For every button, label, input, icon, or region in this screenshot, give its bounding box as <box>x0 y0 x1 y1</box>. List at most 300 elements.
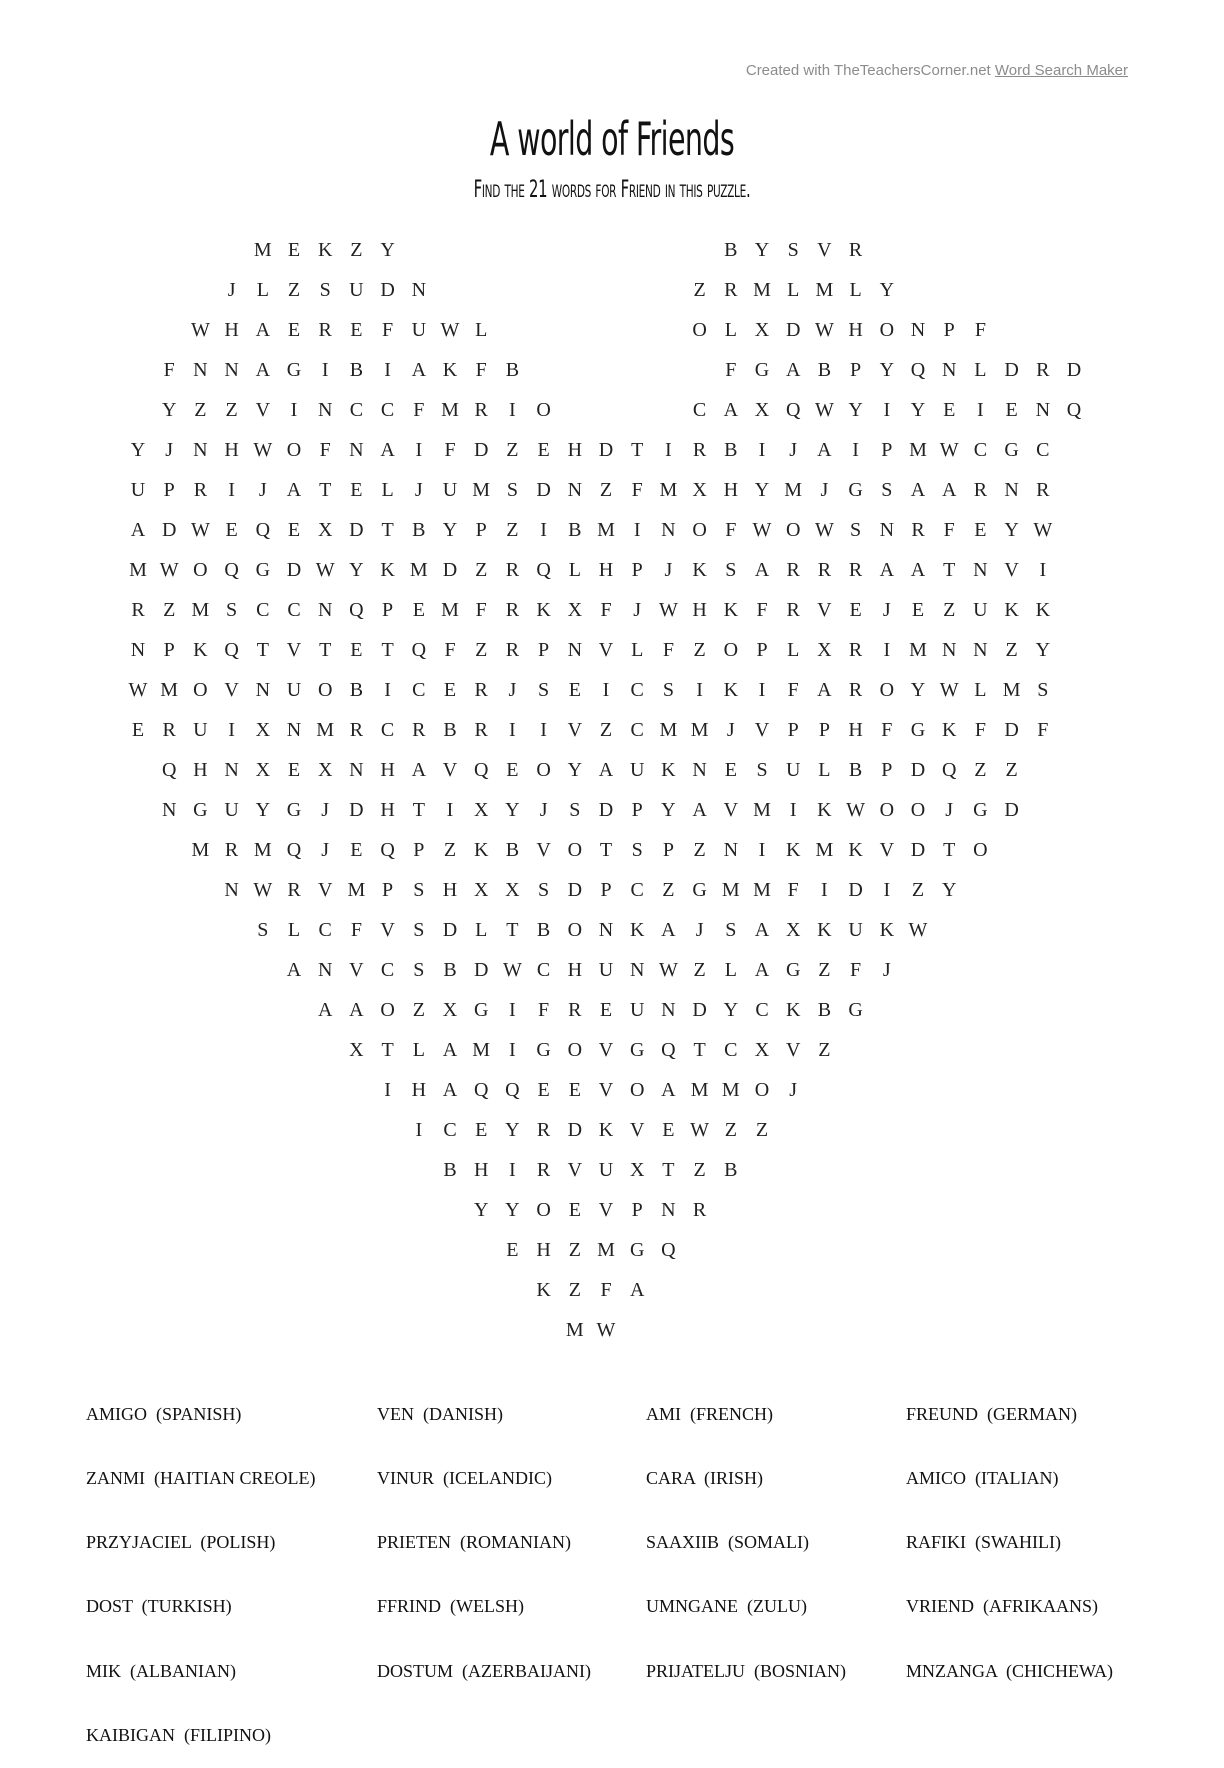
grid-letter: A <box>629 1279 645 1301</box>
grid-letter: M <box>191 839 210 861</box>
grid-letter: K <box>598 1119 614 1141</box>
grid-letter: E <box>443 679 457 701</box>
grid-letter: V <box>567 1159 583 1181</box>
grid-letter: R <box>786 559 800 581</box>
grid-letter: A <box>598 759 614 781</box>
grid-letter: C <box>724 1039 738 1061</box>
grid-letter: K <box>723 599 739 621</box>
grid-letter: L <box>631 639 644 661</box>
grid-letter: B <box>349 359 364 381</box>
grid-letter: V <box>255 399 271 421</box>
grid-letter: Z <box>1005 639 1018 661</box>
grid-letter: R <box>474 399 488 421</box>
grid-letter: J <box>258 479 267 501</box>
grid-letter: U <box>629 999 645 1021</box>
grid-letter: H <box>598 559 614 581</box>
grid-letter: E <box>475 1119 488 1141</box>
grid-letter: F <box>444 639 456 661</box>
grid-letter: P <box>538 639 550 661</box>
grid-letter: F <box>974 319 986 341</box>
grid-letter: P <box>881 439 893 461</box>
grid-letter: D <box>349 519 364 541</box>
grid-letter: Z <box>1005 759 1018 781</box>
grid-letter: Z <box>693 639 706 661</box>
grid-letter: D <box>598 439 614 461</box>
grid-letter: J <box>664 559 673 581</box>
word-list-item: FFRIND (WELSH) <box>377 1596 524 1617</box>
word-search-maker-link[interactable]: Word Search Maker <box>994 62 1128 79</box>
grid-letter: I <box>696 679 703 701</box>
grid-letter: Y <box>473 1199 489 1221</box>
grid-letter: I <box>540 719 547 741</box>
grid-letter: K <box>1004 599 1019 621</box>
grid-letter: N <box>317 599 333 621</box>
grid-letter: E <box>724 759 737 781</box>
grid-letter: E <box>225 519 238 541</box>
grid-letter: J <box>165 439 174 461</box>
grid-letter: F <box>319 439 331 461</box>
grid-letter: I <box>415 1119 423 1141</box>
grid-letter: Q <box>941 759 957 781</box>
grid-letter: Y <box>754 239 770 261</box>
grid-letter: D <box>286 559 302 581</box>
grid-letter: O <box>567 839 583 861</box>
grid-letter: E <box>537 439 550 461</box>
grid-letter: S <box>725 919 737 941</box>
grid-letter: M <box>441 399 459 421</box>
grid-letter: V <box>349 959 364 981</box>
grid-letter: N <box>161 799 177 821</box>
grid-letter: F <box>943 519 955 541</box>
grid-letter: Y <box>349 559 364 581</box>
grid-letter: V <box>442 759 458 781</box>
grid-letter: A <box>442 1079 458 1101</box>
grid-letter: W <box>253 879 273 901</box>
grid-letter: R <box>1036 479 1050 501</box>
word-list-item: CARA (IRISH) <box>646 1468 764 1489</box>
grid-letter: U <box>973 599 988 621</box>
grid-letter: T <box>631 439 644 461</box>
grid-letter: A <box>661 1079 676 1101</box>
grid-letter: V <box>817 239 832 261</box>
grid-letter: R <box>412 719 426 741</box>
grid-letter: J <box>321 839 330 861</box>
grid-letter: S <box>506 479 518 501</box>
grid-letter: D <box>910 759 926 781</box>
grid-letter: M <box>472 479 491 501</box>
grid-letter: M <box>597 519 615 541</box>
word-list-item: UMNGANE (ZULU) <box>646 1596 807 1617</box>
grid-letter: O <box>973 839 988 861</box>
grid-letter: S <box>413 879 425 901</box>
grid-letter: K <box>817 919 832 941</box>
grid-letter: E <box>287 319 301 341</box>
grid-letter: J <box>820 479 829 501</box>
grid-letter: N <box>224 879 239 901</box>
grid-letter: N <box>661 999 676 1021</box>
grid-letter: U <box>349 279 364 301</box>
grid-letter: D <box>910 839 926 861</box>
grid-letter: W <box>190 519 210 541</box>
grid-letter: H <box>848 719 863 741</box>
grid-letter: L <box>475 919 488 941</box>
grid-letter: J <box>508 679 517 701</box>
grid-letter: I <box>758 439 766 461</box>
grid-letter: I <box>883 399 891 421</box>
grid-letter: T <box>381 519 394 541</box>
grid-letter: F <box>538 999 550 1021</box>
grid-letter: Q <box>380 839 395 861</box>
grid-letter: N <box>567 639 583 661</box>
grid-letter: Z <box>693 959 706 981</box>
grid-letter: N <box>255 679 271 701</box>
grid-letter: P <box>163 639 175 661</box>
grid-letter: D <box>161 519 177 541</box>
grid-letter: K <box>193 639 208 661</box>
grid-letter: E <box>568 1079 581 1101</box>
grid-letter: X <box>754 1039 770 1061</box>
word-list-item: ZANMI (HAITIAN CREOLE) <box>86 1468 316 1489</box>
grid-letter: O <box>567 919 583 941</box>
word-list-item: SAAXIIB (SOMALI) <box>646 1532 809 1553</box>
grid-letter: K <box>380 559 395 581</box>
grid-letter: Q <box>411 639 427 661</box>
grid-letter: V <box>286 639 302 661</box>
grid-letter: Y <box>941 879 957 901</box>
grid-letter: R <box>568 999 582 1021</box>
grid-letter: T <box>381 1039 394 1061</box>
grid-letter: Y <box>130 439 146 461</box>
grid-letter: I <box>228 479 235 501</box>
grid-letter: O <box>879 679 895 701</box>
grid-letter: K <box>473 839 489 861</box>
grid-letter: R <box>349 719 364 741</box>
word-list-item: MNZANGA (CHICHEWA) <box>906 1660 1113 1681</box>
grid-letter: F <box>444 439 456 461</box>
grid-letter: Y <box>754 479 770 501</box>
grid-letter: E <box>662 1119 675 1141</box>
grid-letter: U <box>848 919 863 941</box>
grid-letter: U <box>286 679 302 701</box>
grid-letter: Z <box>818 959 831 981</box>
grid-letter: W <box>690 1119 710 1141</box>
grid-letter: P <box>382 599 394 621</box>
grid-letter: Y <box>879 279 895 301</box>
grid-letter: S <box>881 479 893 501</box>
grid-letter: S <box>569 799 581 821</box>
grid-letter: G <box>910 719 926 741</box>
grid-letter: F <box>881 719 893 741</box>
grid-letter: Z <box>568 1239 581 1261</box>
grid-letter: Y <box>1004 519 1019 541</box>
grid-letter: B <box>817 999 832 1021</box>
grid-letter: K <box>1035 599 1051 621</box>
grid-letter: V <box>224 679 239 701</box>
grid-letter: G <box>754 359 770 381</box>
grid-letter: Q <box>473 759 489 781</box>
grid-letter: Q <box>224 559 239 581</box>
grid-letter: N <box>317 959 333 981</box>
word-list-item: AMICO (ITALIAN) <box>906 1468 1059 1489</box>
grid-letter: I <box>321 359 329 381</box>
grid-letter: V <box>754 719 770 741</box>
grid-letter: K <box>442 359 458 381</box>
grid-letter: I <box>509 1159 516 1181</box>
grid-letter: H <box>723 479 739 501</box>
grid-letter: S <box>756 759 768 781</box>
grid-letter: Q <box>255 519 271 541</box>
grid-letter: N <box>224 759 239 781</box>
grid-letter: V <box>598 1079 614 1101</box>
grid-letter: E <box>943 399 956 421</box>
grid-letter: K <box>879 919 895 941</box>
grid-letter: A <box>817 679 832 701</box>
grid-letter: F <box>600 599 612 621</box>
grid-letter: G <box>536 1039 551 1061</box>
grid-letter: J <box>789 1079 798 1101</box>
grid-letter: W <box>814 399 834 421</box>
grid-letter: V <box>1004 559 1019 581</box>
grid-letter: J <box>227 279 236 301</box>
grid-letter: E <box>568 679 581 701</box>
word-list-item: AMI (FRENCH) <box>646 1403 774 1424</box>
grid-letter: E <box>287 519 301 541</box>
grid-letter: Z <box>599 719 613 741</box>
grid-letter: O <box>286 439 302 461</box>
grid-letter: Q <box>505 1079 520 1101</box>
grid-letter: N <box>941 639 957 661</box>
grid-letter: G <box>692 879 707 901</box>
grid-letter: I <box>665 439 672 461</box>
grid-letter: F <box>600 1279 612 1301</box>
page-subtitle: Find the 21 words for Friend in this puzzle. <box>473 175 751 203</box>
grid-letter: G <box>973 799 988 821</box>
grid-letter: H <box>536 1239 551 1261</box>
grid-letter: W <box>1033 519 1053 541</box>
grid-letter: W <box>315 559 335 581</box>
word-list-item: VINUR (ICELANDIC) <box>377 1468 552 1489</box>
grid-letter: P <box>881 759 893 781</box>
grid-letter: W <box>440 319 460 341</box>
grid-letter: N <box>973 639 988 661</box>
grid-letter: X <box>442 999 458 1021</box>
grid-letter: W <box>658 599 678 621</box>
grid-letter: J <box>726 719 735 741</box>
grid-letter: S <box>1037 679 1049 701</box>
grid-letter: O <box>567 1039 583 1061</box>
grid-letter: M <box>721 879 740 901</box>
grid-letter: I <box>290 399 298 421</box>
grid-letter: Z <box>755 1119 769 1141</box>
grid-letter: I <box>821 879 828 901</box>
word-list-item: FREUND (GERMAN) <box>906 1403 1077 1424</box>
grid-letter: C <box>380 719 395 741</box>
grid-letter: F <box>725 359 737 381</box>
grid-letter: Y <box>567 759 583 781</box>
grid-letter: L <box>787 639 800 661</box>
grid-letter: H <box>692 599 707 621</box>
grid-letter: Y <box>661 799 676 821</box>
grid-letter: M <box>815 279 834 301</box>
grid-letter: C <box>973 439 988 461</box>
word-list-item: RAFIKI (SWAHILI) <box>906 1532 1061 1553</box>
grid-letter: L <box>818 759 831 781</box>
grid-letter: C <box>443 1119 457 1141</box>
grid-letter: Y <box>255 799 271 821</box>
grid-letter: L <box>974 359 987 381</box>
grid-letter: Y <box>161 399 177 421</box>
grid-letter: Q <box>161 759 177 781</box>
grid-letter: L <box>724 959 737 981</box>
grid-letter: L <box>974 679 987 701</box>
grid-letter: F <box>163 359 175 381</box>
grid-letter: X <box>567 599 583 621</box>
grid-letter: G <box>286 359 302 381</box>
grid-letter: B <box>724 239 738 261</box>
grid-letter: Z <box>287 279 301 301</box>
grid-letter: A <box>442 1039 458 1061</box>
grid-letter: W <box>190 319 210 341</box>
grid-letter: M <box>909 639 927 661</box>
grid-letter: J <box>945 799 954 821</box>
grid-letter: N <box>973 559 988 581</box>
grid-letter: T <box>943 559 956 581</box>
grid-letter: I <box>852 439 859 461</box>
grid-letter: Y <box>1035 639 1051 661</box>
grid-letter: B <box>817 359 832 381</box>
grid-letter: H <box>380 759 395 781</box>
grid-letter: U <box>193 719 208 741</box>
grid-letter: R <box>474 719 488 741</box>
grid-letter: Q <box>785 399 801 421</box>
grid-letter: P <box>818 719 830 741</box>
grid-letter: G <box>629 1039 645 1061</box>
grid-letter: P <box>475 519 487 541</box>
grid-letter: O <box>785 519 801 541</box>
grid-letter: X <box>754 319 770 341</box>
grid-letter: T <box>662 1159 675 1181</box>
grid-letter: W <box>846 799 866 821</box>
grid-letter: S <box>850 519 862 541</box>
grid-letter: E <box>568 1199 581 1221</box>
grid-letter: X <box>255 759 271 781</box>
word-list-item: KAIBIGAN (FILIPINO) <box>86 1724 271 1745</box>
grid-letter: R <box>224 839 239 861</box>
grid-letter: L <box>287 919 301 941</box>
grid-letter: B <box>443 719 457 741</box>
grid-letter: R <box>848 639 863 661</box>
grid-letter: R <box>162 719 176 741</box>
grid-letter: N <box>317 399 333 421</box>
grid-letter: X <box>317 759 333 781</box>
credit-text: Created with TheTeachersCorner.net <box>745 62 995 79</box>
word-list-column-4 <box>906 1361 1113 1704</box>
grid-letter: Z <box>693 1159 706 1181</box>
grid-letter: E <box>350 479 363 501</box>
grid-letter: I <box>509 719 516 741</box>
grid-letter: V <box>598 1039 614 1061</box>
grid-letter: Z <box>475 639 488 661</box>
grid-letter: I <box>1039 559 1047 581</box>
word-list-item: MIK (ALBANIAN) <box>86 1660 236 1681</box>
grid-letter: D <box>1004 359 1019 381</box>
grid-letter: M <box>441 599 459 621</box>
grid-letter: C <box>630 679 644 701</box>
grid-letter: E <box>506 1239 519 1261</box>
grid-letter: C <box>380 959 395 981</box>
grid-letter: U <box>598 959 614 981</box>
grid-letter: V <box>598 639 614 661</box>
word-list-item: DOST (TURKISH) <box>86 1596 232 1617</box>
grid-letter: L <box>787 279 800 301</box>
grid-letter: X <box>629 1159 645 1181</box>
grid-letter: C <box>536 959 551 981</box>
grid-letter: Z <box>662 879 675 901</box>
grid-letter: H <box>224 319 239 341</box>
grid-letter: M <box>721 1079 740 1101</box>
grid-letter: G <box>848 479 863 501</box>
grid-letter: B <box>568 519 582 541</box>
grid-letter: I <box>789 799 797 821</box>
grid-letter: R <box>724 279 738 301</box>
grid-letter: P <box>756 639 768 661</box>
grid-letter: J <box>695 919 704 941</box>
grid-letter: B <box>443 959 457 981</box>
grid-letter: Z <box>568 1279 581 1301</box>
grid-letter: B <box>505 359 520 381</box>
grid-letter: N <box>879 519 895 541</box>
grid-letter: Q <box>910 359 926 381</box>
grid-letter: A <box>286 479 302 501</box>
grid-letter: M <box>160 679 179 701</box>
word-list-item: AMIGO (SPANISH) <box>86 1403 242 1424</box>
grid-letter: F <box>850 959 862 981</box>
grid-letter: M <box>253 839 272 861</box>
grid-letter: E <box>599 999 613 1021</box>
grid-letter: W <box>596 1319 616 1341</box>
grid-letter: M <box>659 479 678 501</box>
grid-letter: F <box>1037 719 1049 741</box>
grid-letter: H <box>224 439 239 461</box>
grid-letter: I <box>883 639 891 661</box>
grid-letter: R <box>193 479 208 501</box>
grid-letter: I <box>446 799 454 821</box>
grid-letter: E <box>537 1079 550 1101</box>
grid-letter: O <box>879 319 895 341</box>
grid-letter: N <box>224 359 239 381</box>
grid-letter: O <box>380 999 395 1021</box>
grid-letter: M <box>191 599 210 621</box>
grid-letter: K <box>692 559 707 581</box>
grid-letter: Y <box>910 399 926 421</box>
grid-letter: E <box>350 839 363 861</box>
grid-letter: S <box>787 239 799 261</box>
grid-letter: O <box>723 639 739 661</box>
grid-letter: S <box>538 679 550 701</box>
word-list-item: DOSTUM (AZERBAIJANI) <box>377 1660 591 1681</box>
grid-letter: H <box>411 1079 427 1101</box>
grid-letter: N <box>349 439 364 461</box>
grid-letter: X <box>785 919 801 941</box>
grid-letter: O <box>317 679 333 701</box>
grid-letter: O <box>754 1079 770 1101</box>
grid-letter: D <box>1004 719 1019 741</box>
grid-letter: J <box>539 799 548 821</box>
grid-letter: I <box>384 1079 391 1101</box>
grid-letter: T <box>599 839 613 861</box>
grid-letter: W <box>752 519 772 541</box>
grid-letter: M <box>129 559 147 581</box>
